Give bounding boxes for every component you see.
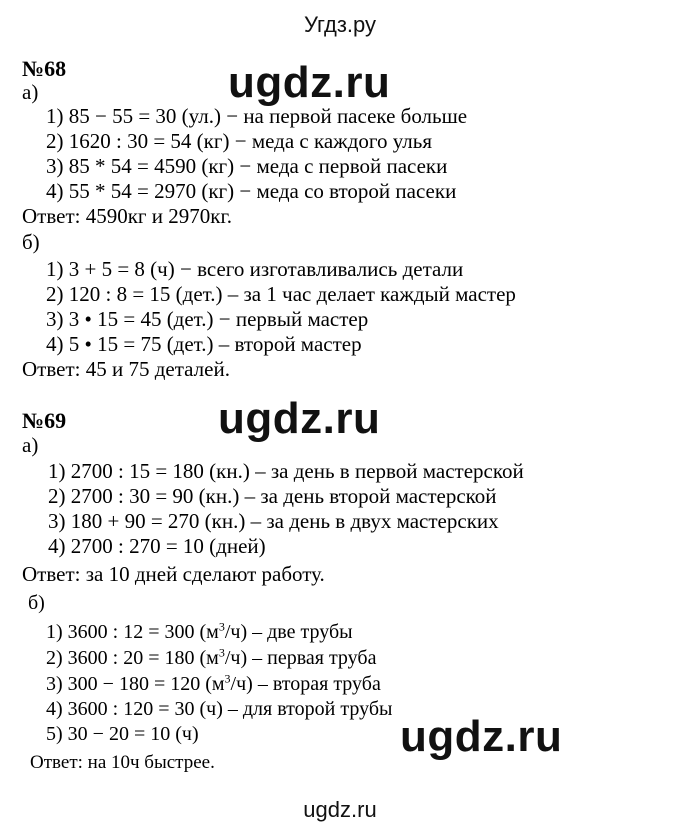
task-68-b-answer: Ответ: 45 и 75 деталей. <box>22 357 230 381</box>
watermark-2: ugdz.ru <box>218 394 381 443</box>
task-68-a-step-3: 3) 85 * 54 = 4590 (кг) − меда с первой пасеки <box>46 154 448 178</box>
task-68-b-step-4: 4) 5 • 15 = 75 (дет.) – второй мастер <box>46 332 362 356</box>
task-68-b-step-1: 1) 3 + 5 = 8 (ч) − всего изготавливались детали <box>46 257 464 281</box>
task-69-b-step-4: 4) 3600 : 120 = 30 (ч) – для второй трубы <box>46 698 393 720</box>
task-69-a-step-1: 1) 2700 : 15 = 180 (кн.) – за день в первой мастерской <box>48 459 524 483</box>
task-68-a-step-1: 1) 85 − 55 = 30 (ул.) − на первой пасеке больше <box>46 104 468 128</box>
task-69-part-b-label: б) <box>28 592 45 614</box>
task-68-b-step-3: 3) 3 • 15 = 45 (дет.) − первый мастер <box>46 307 369 331</box>
task-68-part-b-label: б) <box>22 230 40 254</box>
task-68-number: №68 <box>22 56 67 81</box>
watermark-3: ugdz.ru <box>400 712 563 761</box>
task-69-b-step-2: 2) 3600 : 20 = 180 $(м^3/ч)$ – первая труба <box>46 645 377 669</box>
site-footer: ugdz.ru <box>303 797 377 822</box>
task-69-a-step-2: 2) 2700 : 30 = 90 (кн.) – за день второй мастерской <box>48 484 497 508</box>
task-69-a-step-4: 4) 2700 : 270 = 10 (дней) <box>48 534 266 558</box>
task-68-a-step-2: 2) 1620 : 30 = 54 (кг) − меда с каждого улья <box>46 129 433 153</box>
site-header: Угдз.ру <box>303 12 377 37</box>
task-69-b-step-3: 3) 300 − 180 = 120 $(м^3/ч)$ – вторая труба <box>46 671 381 695</box>
task-69-b-answer: Ответ: на 10ч быстрее. <box>30 752 215 773</box>
watermark-1: ugdz.ru <box>228 58 391 107</box>
task-68-part-a-label: а) <box>22 80 39 104</box>
task-68-a-step-4: 4) 55 * 54 = 2970 (кг) − меда со второй пасеки <box>46 179 457 203</box>
task-69-a-step-3: 3) 180 + 90 = 270 (кн.) – за день в двух мастерских <box>48 509 499 533</box>
task-68-b-step-2: 2) 120 : 8 = 15 (дет.) – за 1 час делает каждый мастер <box>46 282 516 306</box>
task-69-b-step-1: 1) 3600 : 12 = 300 $(м^3/ч)$ – две трубы <box>46 619 353 643</box>
task-69-b-step-5: 5) 30 − 20 = 10 (ч) <box>46 723 199 745</box>
task-68-a-answer: Ответ: 4590кг и 2970кг. <box>22 204 232 228</box>
task-69-number: №69 <box>22 408 67 433</box>
task-69-a-answer: Ответ: за 10 дней сделают работу. <box>22 562 325 586</box>
task-69-part-a-label: а) <box>22 433 39 457</box>
